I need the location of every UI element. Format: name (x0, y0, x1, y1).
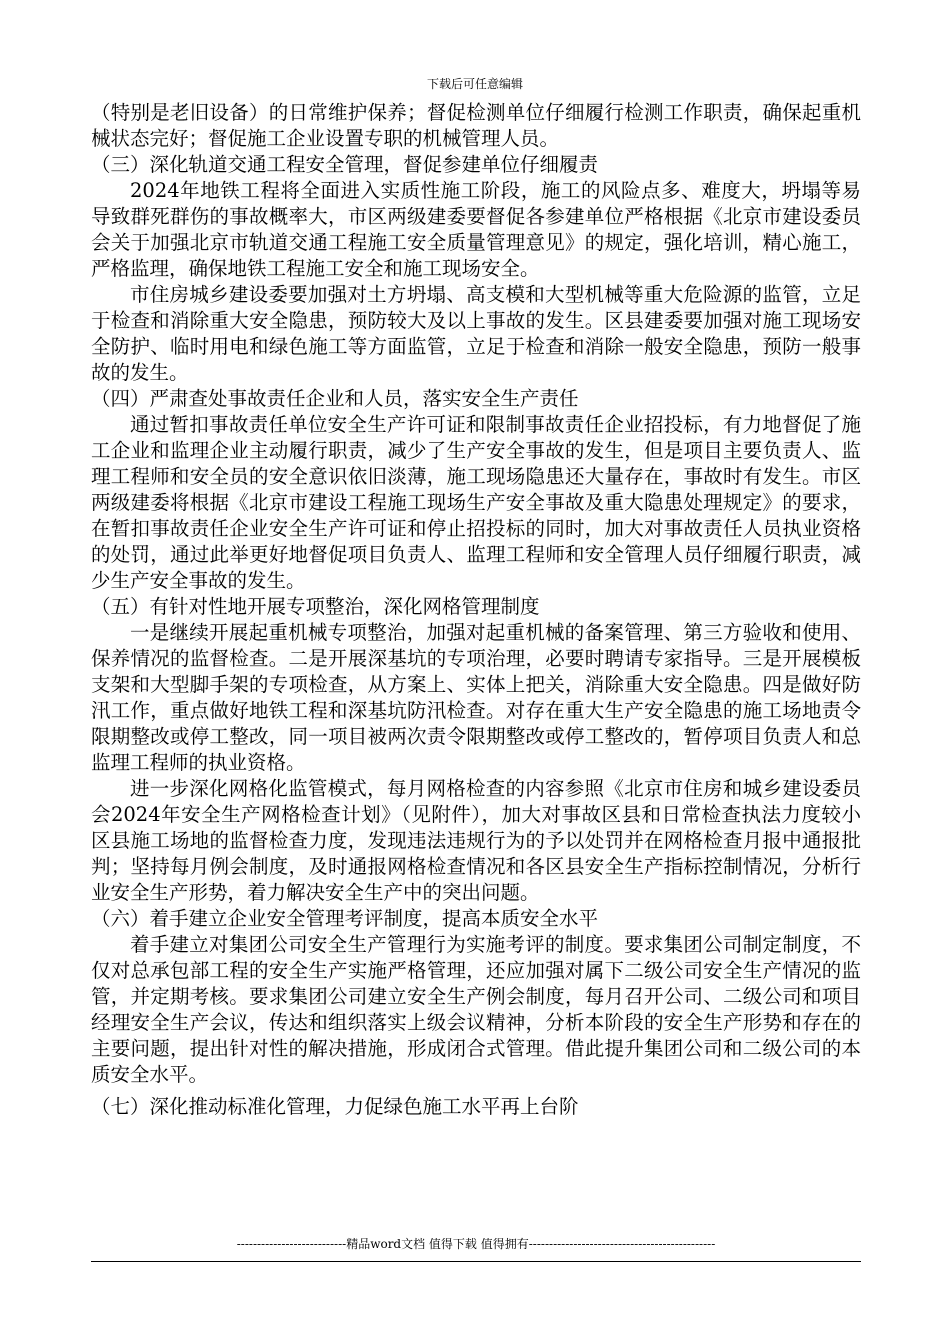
section-heading-3: （三）深化轨道交通工程安全管理，督促参建单位仔细履责 (91, 153, 599, 176)
paragraph: 着手建立对集团公司安全生产管理行为实施考评的制度。要求集团公司制定制度，不仅对总承包部工程的安全生产实施严格管理，还应加强对属下二级公司安全生产情况的监管，并定期考核。要求集团公司建立安全生产例会制度，每月召开公司、二级公司和项目经理安全生产会议，传达和组织落实上级会议精神，分析本阶段的安全生产形势和存在的主要问题，提出针对性的解决措施，形成闭合式管理。借此提升集团公司和二级公司的本质安全水平。 (91, 933, 861, 1086)
paragraph: 市住房城乡建设委要加强对土方坍塌、高支模和大型机械等重大危险源的监管，立足于检查和消除重大安全隐患，预防较大及以上事故的发生。区县建委要加强对施工现场安全防护、临时用电和绿色施工等方面监管，立足于检查和消除一般安全隐患，预防一般事故的发生。 (91, 283, 861, 384)
document-body (91, 100, 861, 1120)
section-heading-5: （五）有针对性地开展专项整治，深化网格管理制度 (91, 595, 540, 618)
paragraph: 一是继续开展起重机械专项整治，加强对起重机械的备案管理、第三方验收和使用、保养情况的监督检查。二是开展深基坑的专项治理，必要时聘请专家指导。三是开展模板支架和大型脚手架的专项检查，从方案上、实体上把关，消除重大安全隐患。四是做好防汛工作，重点做好地铁工程和深基坑防汛检查。对存在重大生产安全隐患的施工场地责令限期整改或停工整改，同一项目被两次责令限期整改或停工整改的，暂停项目负责人和总监理工程师的执业资格。 (91, 621, 861, 774)
section-heading-4: （四）严肃查处事故责任企业和人员，落实安全生产责任 (91, 387, 579, 410)
footer-divider (91, 1261, 861, 1262)
page-footer: ---------------------------精品word文档 值得下载 值得拥有---------------------------------------------- (236, 1237, 716, 1251)
page-header: 下载后可任意编辑 (426, 77, 523, 91)
paragraph: 通过暂扣事故责任单位安全生产许可证和限制事故责任企业招投标，有力地督促了施工企业和监理企业主动履行职责，减少了生产安全事故的发生，但是项目主要负责人、监理工程师和安全员的安全意识依旧淡薄，施工现场隐患还大量存在，事故时有发生。市区两级建委将根据《北京市建设工程施工现场生产安全事故及重大隐患处理规定》的要求，在暂扣事故责任企业安全生产许可证和停止招投标的同时，加大对事故责任人员执业资格的处罚，通过此举更好地督促项目负责人、监理工程师和安全管理人员仔细履行职责，减少生产安全事故的发生。 (91, 413, 861, 592)
section-heading-6: （六）着手建立企业安全管理考评制度，提高本质安全水平 (91, 907, 599, 930)
paragraph: 2024年地铁工程将全面进入实质性施工阶段，施工的风险点多、难度大，坍塌等易导致群死群伤的事故概率大，市区两级建委要督促各参建单位严格根据《北京市建设委员会关于加强北京市轨道交通工程施工安全质量管理意见》的规定，强化培训，精心施工，严格监理，确保地铁工程施工安全和施工现场安全。 (91, 179, 861, 280)
paragraph: 进一步深化网格化监管模式，每月网格检查的内容参照《北京市住房和城乡建设委员会2024年安全生产网格检查计划》（见附件），加大对事故区县和日常检查执法力度较小区县施工场地的监督检查力度，发现违法违规行为的予以处罚并在网格检查月报中通报批判；坚持每月例会制度，及时通报网格检查情况和各区县安全生产指标控制情况，分析行业安全生产形势，着力解决安全生产中的突出问题。 (91, 777, 861, 904)
paragraph-continuation: （特别是老旧设备）的日常维护保养；督促检测单位仔细履行检测工作职责，确保起重机械状态完好；督促施工企业设置专职的机械管理人员。 (91, 101, 861, 150)
section-heading-7: （七）深化推动标准化管理，力促绿色施工水平再上台阶 (91, 1095, 579, 1118)
